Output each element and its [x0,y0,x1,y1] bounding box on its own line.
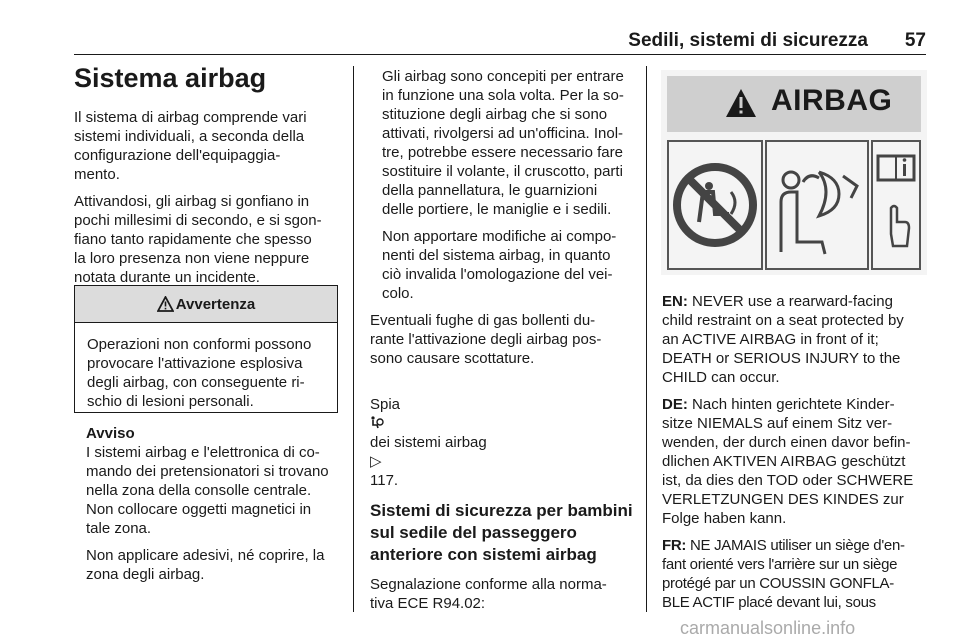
header-rule [74,54,926,55]
page-reference-arrow-icon: ▷ [370,453,382,470]
watermark: carmanualsonline.info [680,618,856,638]
paragraph: Attivandosi, gli airbag si gonfiano in pochi millesimi di secondo, e si sgon- fiano tanto rapidamente che spesso la loro presenza non viene neppure notata durante un incidente. [74,193,322,286]
label-header [667,76,921,132]
notice-title: Avviso [86,425,135,442]
airbag-label-illustration [661,70,927,275]
indented-block [370,67,640,303]
page-number: 57 [904,30,926,51]
paragraph: Il sistema di airbag comprende vari sistemi individuali, a seconda della configurazione dell'equipaggia- mento. [74,109,307,183]
warning-triangle-icon [725,88,757,118]
warning-header [75,286,337,323]
paragraph: I sistemi airbag e l'elettronica di co- mando dei pretensionatori si trovano nella zona della consolle centrale. Non collocare oggetti magnetici in tale zona. [86,444,329,537]
language-code: DE: [662,396,688,413]
warning-title: Avvertenza [175,295,256,313]
no-rear-facing-child-seat-icon [669,142,761,268]
page-header [74,30,926,50]
section-title: Sedili, sistemi di sicurezza [628,30,868,51]
manual-panel [871,140,921,270]
column-1 [74,62,344,295]
language-code: FR: [662,537,687,554]
paragraph: Gli airbag sono concepiti per entrare in funzione una sola volta. Per la so- stituzione degli airbag che si sono attivati, rivolgersi ad un'officina. Inol- tre, potrebbe essere necessario fare sostituire il volante, il cruscotto, parti della pannellatura, le guarnizioni delle portiere, le maniglie e i sedili. [382,68,624,218]
notice-block [86,424,346,592]
paragraph: Eventuali fughe di gas bollenti du- rante l'attivazione degli airbag pos- sono causare scottature. [370,312,602,367]
warning-box [74,285,338,413]
multilingual-warning-de: DE: Nach hinten gerichtete Kinder- sitze NIEMALS auf einem Sitz ver- wenden, der durch einen davor befin- dlichen AKTIVEN AIRBAG geschützt ist, da dies den TOD oder SCHWERE VERLETZUNGEN DES KINDES zur Folge haben kann. [662,396,914,527]
column-2 [370,67,640,621]
multilingual-warning-fr: FR: NE JAMAIS utiliser un siège d'en- fant orienté vers l'arrière sur un siège protégé par un COUSSIN GONFLA- BLE ACTIF placé devant lui, sous [662,537,905,611]
warning-text: Operazioni non conformi possono provocare l'attivazione esplosiva degli airbag, con conseguente ri- schio di lesioni personali. [87,336,312,410]
multilingual-warning-en: EN: NEVER use a rearward-facing child restraint on a seat protected by an ACTIVE AIRBAG in front of it; DEATH or SERIOUS INJURY to the CHILD can occur. [662,293,904,386]
heading-sistema-airbag: Sistema airbag [74,63,267,93]
airbag-deploy-panel [765,140,869,270]
paragraph: Non apportare modifiche ai compo- nenti del sistema airbag, in quanto ciò invalida l'omologazione del vei- colo. [382,228,617,302]
column-divider-2 [646,66,647,612]
paragraph: Segnalazione conforme alla norma- tiva ECE R94.02: [370,576,607,612]
paragraph: Non applicare adesivi, né coprire, la zona degli airbag. [86,547,325,583]
paragraph-spia: Spia dei sistemi airbag ▷ 117. [370,396,487,489]
column-3 [662,292,930,620]
warning-triangle-icon [157,296,174,312]
page-reference[interactable]: 117. [370,472,399,489]
column-divider-1 [353,66,354,612]
no-child-seat-panel [667,140,763,270]
heading-child-restraint: Sistemi di sicurezza per bambini sul sedile del passeggero anteriore con sistemi airbag [370,501,633,564]
airbag-warning-icon [370,416,384,429]
label-airbag-text: AIRBAG [771,84,893,117]
language-code: EN: [662,293,688,310]
read-manual-icon [873,142,919,268]
airbag-deployment-icon [767,142,867,268]
